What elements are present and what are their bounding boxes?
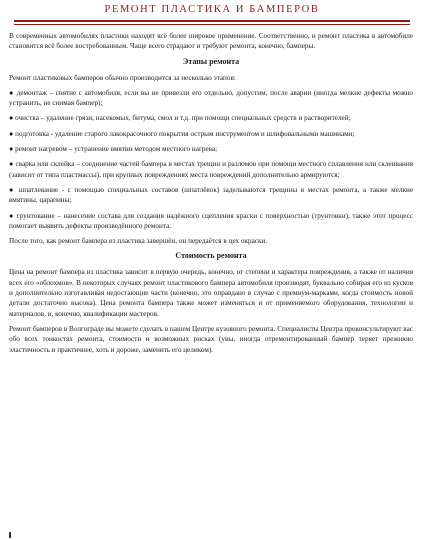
title-rule-thin [14, 24, 410, 25]
section-heading-stages: Этапы ремонта [182, 56, 240, 66]
stage-item-text: подготовка - удаление старого лакокрасочного покрытия острым инструментом и шлифовальными машинами; [15, 129, 355, 138]
bullet-icon: ● [9, 145, 14, 154]
bullet-icon: ● [9, 211, 15, 220]
stage-item [9, 88, 413, 109]
bullet-icon: ● [9, 129, 14, 138]
cost-paragraph-2: Ремонт бамперов в Волгограде вы можете сделать в нашем Центре кузовного ремонта. Специалисты Центра проконсультируют вас обо всех тонкостях ремонта, стоимости и возможных рисках (увы, иногда отремонтированный бампер теряет прежнюю эластичность и практичнее, хоть и дороже, заменить его целиком). [9, 324, 413, 354]
stage-item-text: грунтование – нанесение состава для создания надёжного сцепления краски с поверхностью (грунтовки), также этот процесс помогает выявить дефекты произведённого ремонта. [9, 211, 414, 230]
stage-item-text: ремонт нагревом – устранение вмятин методом местного нагрева; [15, 145, 218, 154]
stage-item-text: шпатлевание - с помощью специальных составов (шпатлёвок) заделываются трещины в местах ремонта, а также мелкие вмятины, царапины; [9, 185, 414, 205]
stage-item [9, 211, 413, 232]
intro-paragraph: В современных автомобилях пластики находят всё более широкое применение. Соответственно, и ремонт пластика в автомобиле становится всё более востребованным. Чаще всего страдают и требуют ремонта, конечно, бамперы. [9, 32, 413, 51]
title-rule-thick [14, 20, 410, 22]
stage-item [9, 144, 413, 154]
text-cursor [9, 532, 11, 538]
stage-item [9, 159, 413, 180]
bullet-icon: ● [9, 88, 15, 97]
stage-item [9, 129, 413, 139]
stage-item-text: очистка – удаление грязи, насекомых, битума, смол и т.д. при помощи специальных средств и растворителей; [15, 114, 351, 123]
cost-paragraph-1: Цена на ремонт бампера из пластика зависит в первую очередь, конечно, от степени и характера повреждения, а также от наличия всех его «облохмов». В некоторых случаях ремонт пластикового бампера автомобиля производят, буквально собирая его из кусков и дополнительно изготавливая недостающие части (конечно, это оправдано в случае с премиум-марками, когда стоимость новой детали достаточно высока). Цена ремонта бампера также может изменяться и от применяемого оборудования, технологии и материалов, и, конечно, квалификации мастеров. [9, 268, 413, 318]
stage-item [9, 113, 413, 123]
bullet-icon: ● [9, 185, 16, 194]
document-body [9, 31, 413, 359]
section-heading-cost: Стоимость ремонта [175, 251, 247, 261]
stage-item [9, 185, 413, 206]
stage-item-text: сварка или склейка – соединение частей бампера в местах трещин и разломов при помощи местного сплавления или склеивания (зависит от типа пластмассы), при крупных повреждениях места повреждений дополнительно армируются; [9, 160, 414, 179]
bullet-icon: ● [9, 160, 14, 169]
stages-list [9, 88, 413, 231]
page-title: РЕМОНТ ПЛАСТИКА И БАМПЕРОВ [104, 4, 320, 15]
bullet-icon: ● [9, 114, 14, 123]
stage-item-text: демонтаж – снятие с автомобиля, если вы не привезли его отдельно, допустим, после аварии (иногда мелкие дефекты можно устранить, не снимая бампер); [9, 88, 413, 108]
title-block [14, 3, 410, 17]
stages-outro: После того, как ремонт бампера из пластика завершён, он передаётся в цех окраски. [9, 237, 268, 246]
stages-lead: Ремонт пластиковых бамперов обычно производится за несколько этапов: [9, 73, 236, 82]
